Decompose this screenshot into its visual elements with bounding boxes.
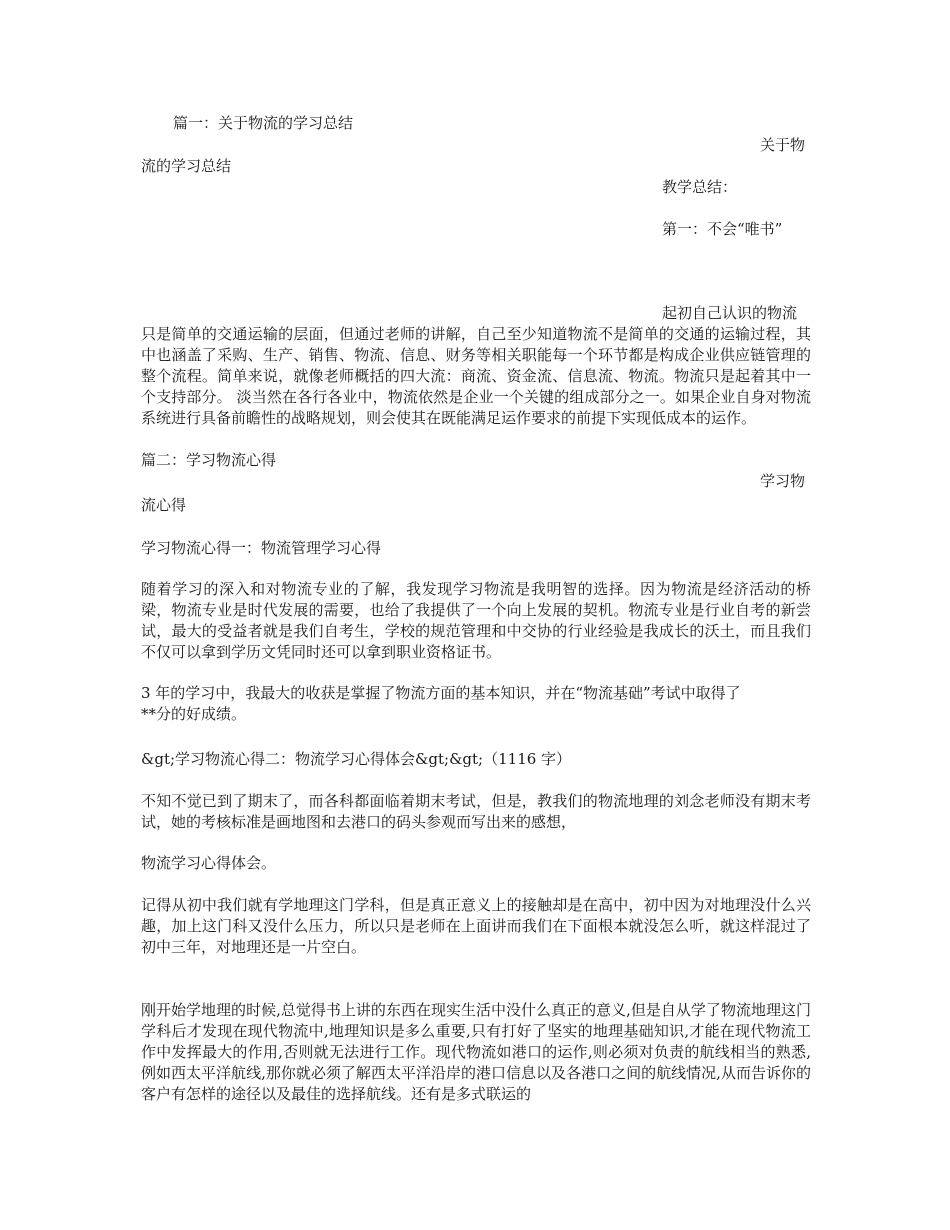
experience-two-heading: &gt;学习物流心得二：物流学习心得体会&gt;&gt;（1116 字）	[141, 750, 572, 768]
part1-heading: 篇一：关于物流的学习总结	[173, 114, 354, 132]
experience-one-paragraph: 随着学习的深入和对物流专业的了解，我发现学习物流是我明智的选择。因为物流是经济活动的桥梁，物流专业是时代发展的需要，也给了我提供了一个向上发展的契机。物流专业是行业自考的新尝试，最大的受益者就是我们自考生，学校的规范管理和中交协的行业经验是我成长的沃土，而且我们不仅可以拿到学历文凭同时还可以拿到职业资格证书。	[141, 580, 811, 661]
experience-two-paragraph-1: 不知不觉已到了期末了，而各科都面临着期末考试，但是，教我们的物流地理的刘念老师没有期末考试，她的考核标准是画地图和去港口的码头参观而写出来的感想，	[141, 792, 811, 831]
part1-paragraph: 只是简单的交通运输的层面，但通过老师的讲解，自己至少知道物流不是简单的交通的运输过程，其中也涵盖了采购、生产、销售、物流、信息、财务等相关职能每一个环节都是构成企业供应链管理的整个流程。简单来说，就像老师概括的四大流：商流、资金流、信息流、物流。物流只是起着其中一个支持部分。 淡当然在各行各业中，物流依然是企业一个关键的组成部分之一。如果企业自身对物流系统进行具备前瞻性的战略规划，则会使其在既能满足运作要求的前提下实现低成本的运作。	[141, 325, 811, 427]
experience-two-paragraph-3: 刚开始学地理的时候,总觉得书上讲的东西在现实生活中没什么真正的意义,但是自从学了物流地理这门学科后才发现在现代物流中,地理知识是多么重要,只有打好了坚实的地理基础知识,才能在现代物流工作中发挥最大的作用,否则就无法进行工作。现代物流如港口的运作,则必须对负责的航线相当的熟悉,例如西太平洋航线,那你就必须了解西太平洋沿岸的港口信息以及各港口之间的航线情况,从而告诉你的客户有怎样的途径以及最佳的选择航线。还有是多式联运的	[141, 1001, 811, 1103]
part2-heading: 篇二：学习物流心得	[141, 451, 277, 469]
part2-title-end: 流心得	[141, 496, 187, 514]
experience-one-result-line1: 3 年的学习中，我最大的收获是掌握了物流方面的基本知识，并在“物流基础”考试中取得了	[141, 684, 741, 702]
part1-title-start: 关于物	[760, 136, 806, 154]
point-one-heading: 第一：不会“唯书”	[662, 220, 783, 238]
experience-two-paragraph-2: 记得从初中我们就有学地理这门学科，但是真正意义上的接触却是在高中，初中因为对地理没什么兴趣，加上这门科又没什么压力，所以只是老师在上面讲而我们在下面根本就没怎么听，就这样混过了初中三年，对地理还是一片空白。	[141, 896, 811, 956]
part1-paragraph-lead: 起初自己认识的物流	[662, 304, 798, 322]
part1-title-end: 流的学习总结	[141, 157, 232, 175]
part2-title-start: 学习物	[760, 472, 806, 490]
experience-two-line: 物流学习心得体会。	[141, 854, 277, 872]
experience-one-result-line2: **分的好成绩。	[141, 705, 247, 723]
teaching-summary-label: 教学总结：	[662, 178, 738, 196]
experience-one-heading: 学习物流心得一：物流管理学习心得	[141, 539, 382, 557]
